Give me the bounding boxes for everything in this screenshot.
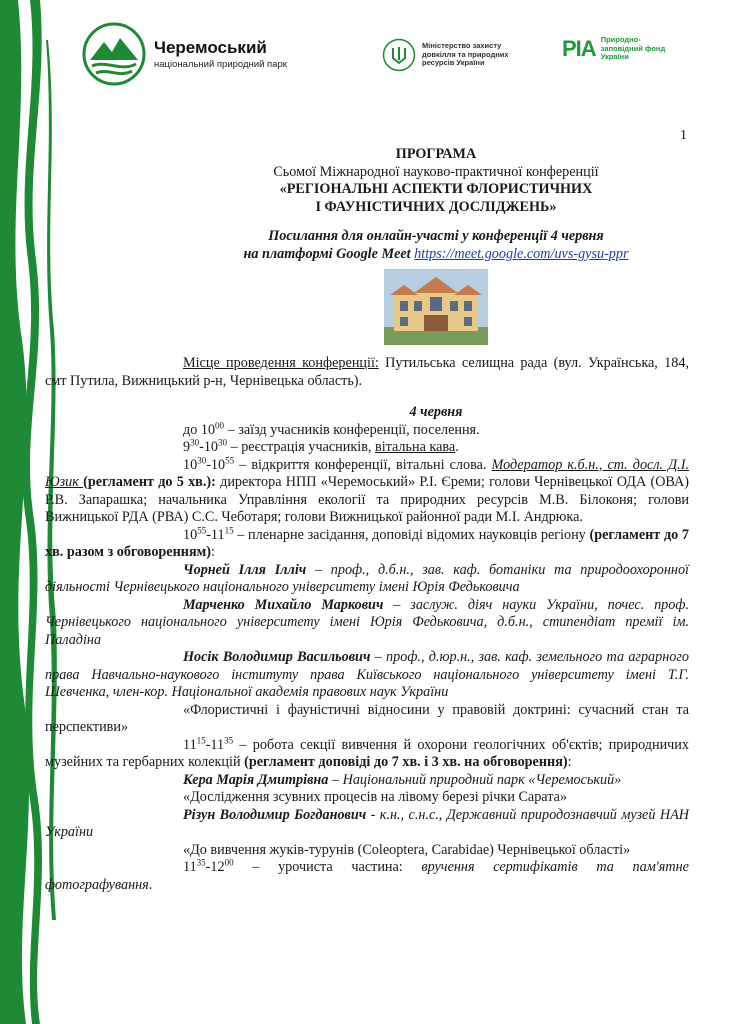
moderator: Модератор к.б.н., ст. досл. Д.І. Юзик [45, 456, 689, 490]
speaker-marchenko: Марченко Михайло Маркович – заслуж. діяч науки України, почес. проф. Чернівецького національного університету імені Юрія Федьковича, д.б.н., стипендіат премії ім. Паладіна [45, 596, 689, 648]
fund-name: Природно-заповідний фонд України [600, 35, 666, 62]
speaker-chorney: Чорней Ілля Ілліч – проф., д.б.н., зав. каф. ботаніки та природоохоронної діяльності Чернівецького національного університету імені Юрія Федьковича [45, 561, 689, 595]
speaker-rizun: Різун Володимир Богданович - к.н., с.н.с., Державний природознавчий музей НАН України [45, 806, 689, 840]
online-participation-line-2 [183, 246, 689, 264]
park-name: Черемоський [154, 38, 267, 57]
mountain-emblem-icon [82, 22, 146, 86]
venue-paragraph [45, 355, 689, 390]
park-subtitle: національний природний парк [154, 59, 287, 70]
ministry-name: Міністерство захисту довкілля та природних ресурсів України [422, 41, 509, 68]
online-platform: на платформі Google Meet [243, 245, 411, 262]
speaker-name: Носік Володимир Васильович [183, 649, 371, 665]
page-number: 1 [680, 128, 687, 143]
schedule-item-ceremony: $11^{35}-12^{00}$ – урочиста частина: вручення сертифікатів та пам'ятне фотографування. [45, 857, 689, 893]
fund-mark: РІА [562, 36, 596, 61]
speaker-nosik: Носік Володимир Васильович – проф., д.юр.н., зав. каф. земельного та аграрного права Навчально-наукового інституту права Київського національного університету імені Т.Г. Шевченка, член-кор. Національної академія правових наук України [45, 649, 689, 700]
talk-topic: «До вивчення жуків-турунів (Coleoptera, Carabidae) Чернівецької області» [183, 841, 631, 858]
trident-seal-icon [382, 38, 416, 72]
venue-label: Місце проведення конференції: [183, 355, 379, 371]
speaker-name: Марченко Михайло Маркович [183, 596, 384, 613]
schedule-item-opening: $10^{30}-10^{55}$ – відкриття конференції, вітальні слова. Модератор к.б.н., ст. досл. Д.І. Юзик (регламент до 5 хв.): директора НПП «Черемоський» Р.І. Єреми; голови Чернівецької ОДА (ОВА) Р.В. Запарашка; начальника Управління екології та природних ресурсів М.В. Білоконя; голови Вижницької РДА (РВА) С.С. Чеботаря; голови Вижницької районної ради М.І. Андрюка. [45, 454, 689, 525]
speaker-name: Кера Марія Дмитрівна [183, 771, 329, 788]
program-title: ПРОГРАМА [395, 146, 477, 162]
schedule-item-section: $11^{15}-11^{35}$ – робота секції вивчення й охорони геологічних об'єктів; природничих музейних та гербарних колекцій (регламент доповіді до 7 хв. і 3 хв. на обговорення): [45, 734, 689, 770]
schedule-item-arrival: до $10^{00}$ – заїзд учасників конференції, поселення. [183, 419, 480, 438]
speaker-kera: Кера Марія Дмитрівна – Національний природний парк «Черемоський» [183, 771, 622, 788]
schedule-item-registration: $9^{30}-10^{30}$ – реєстрація учасників, вітальна кава. [183, 437, 459, 455]
venue-text: Путильська селищна рада (вул. Українська, 184, смт Путила, Вижницький р-н, Чернівецька область). [45, 355, 689, 389]
page-header [82, 22, 695, 92]
nature-fund-logo [562, 36, 671, 62]
conference-name-line-2: І ФАУНІСТИЧНИХ ДОСЛІДЖЕНЬ» [315, 198, 557, 215]
venue-building-photo [384, 269, 488, 345]
cheremoskyi-park-logo [82, 22, 287, 86]
speaker-name: Різун Володимир Богданович [183, 806, 367, 823]
program-subtitle: Сьомої Міжнародної науково-практичної конференції [273, 163, 599, 180]
talk-topic: «Дослідження зсувних процесів на лівому березі річки Сарата» [183, 789, 568, 805]
day-heading: 4 червня [409, 404, 463, 420]
schedule-item-plenary: $10^{55}-11^{15}$ – пленарне засідання, доповіді відомих науковців регіону (регламент до 7 хв. разом з обговоренням): [45, 524, 689, 560]
speaker-name: Чорней Ілля Ілліч [183, 561, 307, 578]
google-meet-link[interactable]: https://meet.google.com/uvs-gysu-ppr [414, 245, 629, 262]
ministry-logo [382, 38, 522, 72]
conference-name-line-1: «РЕГІОНАЛЬНІ АСПЕКТИ ФЛОРИСТИЧНИХ [279, 181, 593, 197]
program-body [45, 146, 689, 894]
online-participation-line-1: Посилання для онлайн-участі у конференції 4 червня [268, 228, 604, 244]
talk-topic: «Флористичні і фауністичні відносини у правовій доктрині: сучасний стан та перспективи» [45, 701, 689, 735]
